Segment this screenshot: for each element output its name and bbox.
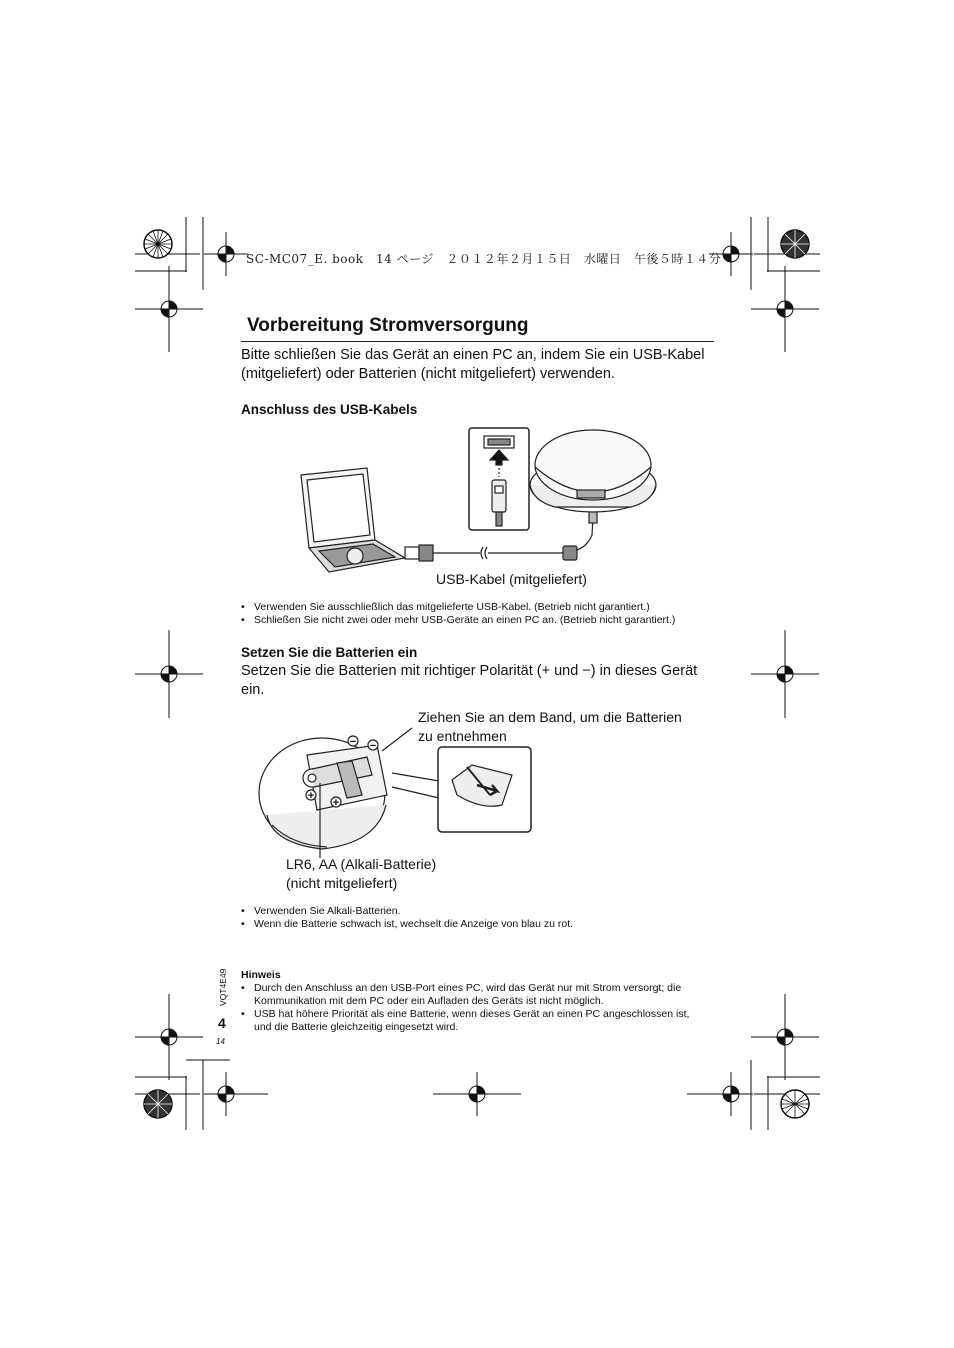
battery-note-text: Wenn die Batterie schwach ist, wechselt die Anzeige von blau zu rot. <box>254 918 574 930</box>
battery-type-line-1: LR6, AA (Alkali-Batterie) <box>286 856 437 872</box>
battery-insertion-illustration <box>252 725 537 860</box>
pull-band-caption-line-2: zu entnehmen <box>418 728 507 744</box>
bullet-glyph: • <box>241 601 245 613</box>
bullet-glyph: • <box>241 614 245 626</box>
usb-cable-caption: USB-Kabel (mitgeliefert) <box>436 571 587 587</box>
battery-text-line-1: Setzen Sie die Batterien mit richtiger Polarität (+ und −) in dieses Gerät <box>241 663 698 679</box>
bullet-glyph: • <box>241 918 245 930</box>
hinweis-note-item <box>241 1008 711 1034</box>
starburst-mark-top-right <box>781 230 809 258</box>
minus-symbol: − <box>349 736 357 748</box>
page-number: 4 <box>218 1015 226 1031</box>
starburst-mark-bottom-left <box>144 1090 172 1118</box>
bullet-glyph: • <box>241 982 245 994</box>
plus-symbol: + <box>332 797 340 809</box>
hinweis-notes <box>241 982 711 1034</box>
bullet-glyph: • <box>241 905 245 917</box>
battery-type-caption <box>286 855 436 893</box>
document-code: VQT4E49 <box>218 968 228 1006</box>
usb-heading: Anschluss des USB-Kabels <box>241 402 418 417</box>
usb-connection-illustration <box>295 425 665 575</box>
usb-note-item <box>241 601 711 614</box>
battery-note-item <box>241 905 711 918</box>
usb-notes <box>241 601 711 627</box>
title-divider <box>241 341 714 342</box>
speaker-icon <box>530 430 656 512</box>
hinweis-note-line: Kommunikation mit dem PC oder ein Aufladen des Geräts ist nicht möglich. <box>254 995 604 1007</box>
battery-notes <box>241 905 711 931</box>
hinweis-heading: Hinweis <box>241 969 281 981</box>
pull-band-caption-line-1: Ziehen Sie an dem Band, um die Batterien <box>418 709 682 725</box>
battery-note-text: Verwenden Sie Alkali-Batterien. <box>254 905 401 917</box>
minus-symbol: − <box>369 740 377 752</box>
usb-note-text: Verwenden Sie ausschließlich das mitgelieferte USB-Kabel. (Betrieb nicht garantiert.) <box>254 601 650 613</box>
hinweis-note-line: USB hat höhere Priorität als eine Batterie, wenn dieses Gerät an einen PC angeschlossen ist, <box>254 1008 690 1020</box>
battery-type-line-2: (nicht mitgeliefert) <box>286 875 398 891</box>
intro-text <box>241 346 721 384</box>
battery-text-line-2: ein. <box>241 682 265 698</box>
hinweis-note-line: und die Batterie gleichzeitig eingesetzt wird. <box>254 1021 459 1033</box>
small-page-number: 14 <box>216 1037 225 1046</box>
print-file-info: SC-MC07_E. book 14 ページ ２０１２年２月１５日 水曜日 午後５時１４分 <box>246 252 722 266</box>
intro-line-1: Bitte schließen Sie das Gerät an einen PC an, indem Sie ein USB-Kabel <box>241 347 705 363</box>
intro-line-2: (mitgeliefert) oder Batterien (nicht mitgeliefert) verwenden. <box>241 366 615 382</box>
starburst-mark-top-left <box>144 230 172 258</box>
hinweis-note-line: Durch den Anschluss an den USB-Port eines PC, wird das Gerät nur mit Strom versorgt; die <box>254 982 682 994</box>
bullet-glyph: • <box>241 1008 245 1020</box>
battery-note-item <box>241 918 711 931</box>
battery-heading: Setzen Sie die Batterien ein <box>241 645 418 660</box>
starburst-mark-bottom-right <box>781 1090 809 1118</box>
usb-note-item <box>241 614 711 627</box>
plus-symbol: + <box>307 790 315 802</box>
usb-note-text: Schließen Sie nicht zwei oder mehr USB-Geräte an einen PC an. (Betrieb nicht garantiert.) <box>254 614 676 626</box>
hinweis-note-item <box>241 982 711 1008</box>
battery-text <box>241 662 721 700</box>
laptop-icon <box>301 468 405 572</box>
page-title: Vorbereitung Stromversorgung <box>247 315 529 336</box>
